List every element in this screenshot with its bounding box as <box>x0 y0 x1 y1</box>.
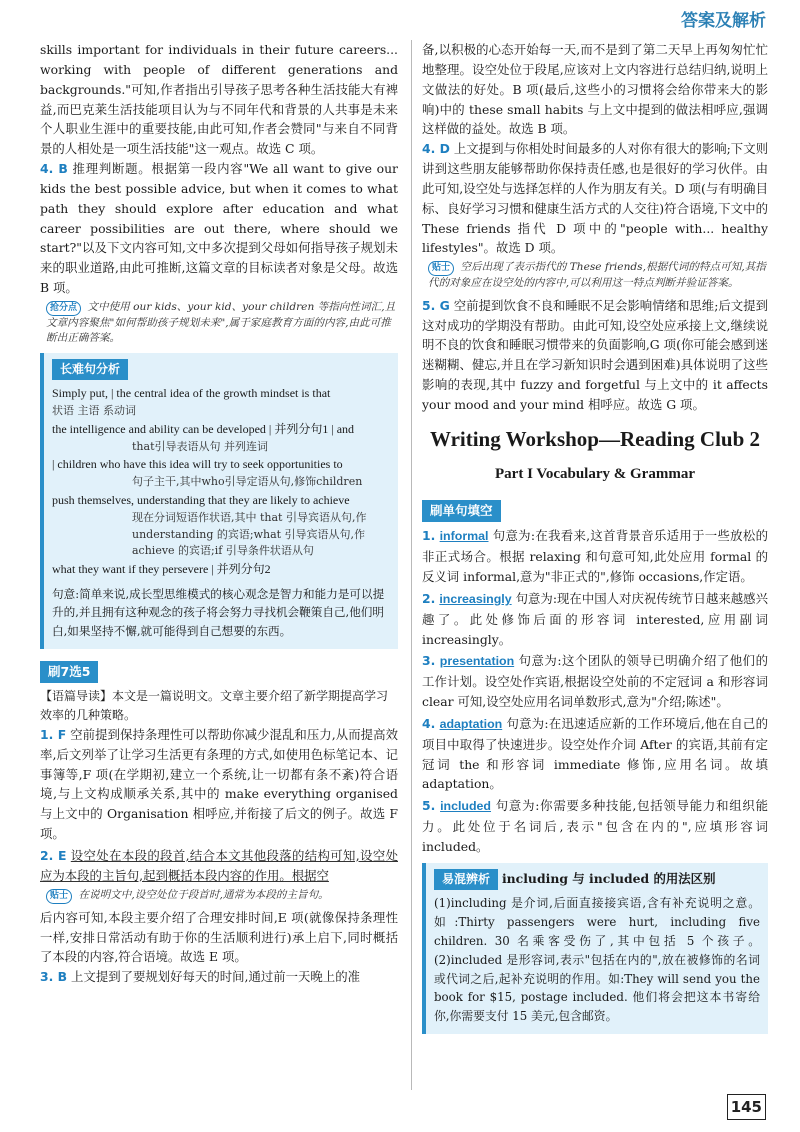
fill-answer: informal <box>439 529 489 544</box>
analysis-labels-2: that引导表语从句 并列连词 <box>132 439 268 453</box>
right-column <box>422 40 768 1040</box>
tip-text: 空后出现了表示指代的 These friends,根据代词的特点可知,其指代的对象应在设空处的内容中,可以利用这一特点判断并验证答案。 <box>428 261 766 290</box>
answer-3-text: 上文提到了要规划好每天的时间,通过前一天晚上的准 <box>71 969 360 985</box>
answer-3-number: 3. B <box>40 969 68 985</box>
fill-number: 3. <box>422 653 436 669</box>
answer-4 <box>40 159 398 298</box>
analysis-line-5: what they want if they persevere | 并列分句2 <box>52 561 271 576</box>
intro-paragraph: skills important for individuals in their future careers... working with people of different generations and backgrounds."可知,作者指出引导孩子思考各种生活技能大有裨益,而巴克莱生活技能项目认为与不同年代和背景的人共事是未来个人职业生涯中的重要技能,由此可知,作者会赞同"与来自不同背景的人相处是一项生活技能"这一观点。故选 C 项。 <box>40 42 398 157</box>
fill-item <box>422 526 768 587</box>
fill-text: 句意为:你需要多种技能,包括领导能力和组织能力。此处位于名词后,表示"包含在内的",应填形容词 included。 <box>422 798 768 854</box>
left-column <box>40 40 398 989</box>
answer-2-text: 设空处在本段的段首,结合本文其他段落的结构可知,设空处应为本段的主旨句,起到概括本段内容的作用。根据空 <box>40 847 398 883</box>
fill-item <box>422 796 768 857</box>
answer-4-tip <box>428 260 768 291</box>
long-sentence-analysis <box>40 353 398 649</box>
section-tag-7-5: 刷7选5 <box>40 661 98 683</box>
answer-1-text: 空前提到保持条理性可以帮助你减少混乱和压力,从而提高效率,后文列举了让学习生活更有条理的方式,如使用色标笔记本、记事簿等,F 项(在学期初,建立一个系统,让一切都有条不紊)符合语境,与上文构成顺承关系,其中的 make everything organised 与上文中的 Organisation 相呼应,并衔接了后文的例子。故选 F 项。 <box>40 726 398 842</box>
analysis-line-4: push themselves, understanding that they are likely to achieve <box>52 492 350 507</box>
answer-5-text: 空前提到饮食不良和睡眠不足会影响情绪和思维;后文提到这对成功的学期没有帮助。由此可知,设空处应承接上文,继续说明不良的饮食和睡眠习惯带来的负面影响,G 项(你可能会感到迷迷糊糊、健忘,并且在学习新知识时会遇到困难)具体说明了这些影响的表现,其中 fuzzy and forgetful 与上文中的 it affects your mood and your mind 相呼应。故选 G 项。 <box>422 297 768 412</box>
fill-text: 句意为:在迅速适应新的工作环境后,他在自己的项目中取得了快速进步。设空处作介词 After 的宾语,其前有定冠词 the 和形容词 immediate 修饰,应用名词。故填 adaptation。 <box>422 715 768 792</box>
analysis-title: 长难句分析 <box>52 359 128 380</box>
answer-5-number: 5. G <box>422 297 450 313</box>
fill-number: 4. <box>422 715 436 731</box>
discourse-guide: 【语篇导读】本文是一篇说明文。文章主要介绍了新学期提高学习效率的几种策略。 <box>40 688 389 722</box>
fill-item <box>422 714 768 794</box>
fill-answer: adaptation <box>439 716 503 731</box>
answer-4-text: 推理判断题。根据第一段内容"We all want to give our kids the best possible advice, but when it comes to what path they should explore after education and what career possibilities are out there, where should we start?"以及下文内容可知,文中多次提到父母如何指导孩子规划未来的职业道路,由此可推断,这篇文章的目标读者对象是父母。故选 B 项。 <box>40 161 398 296</box>
answer-1-number: 1. F <box>40 726 67 742</box>
answer-4-right-text: 上文提到与你相处时间最多的人对你有很大的影响;下文则讲到这些朋友能够帮助你保持责任感,也是很好的学习伙伴。由此可知,设空处与选择怎样的人作为朋友有关。D 项(与有明确目标、良好学习习惯和健康生活方式的人交往)符合语境,下文中的 These friends 指代 D 项中的"people with... healthy lifestyles"。故选 D 项。 <box>422 141 768 256</box>
page-number: 145 <box>727 1094 766 1120</box>
confusion-box <box>422 863 768 1034</box>
fill-number: 1. <box>422 528 436 544</box>
confusion-text: (1)including 是介词,后面直接接宾语,含有补充说明之意。如:Thirty passengers were hurt, including five children. 30 名乘客受伤了,其中包括 5 个孩子。(2)included 是形容词,表示"包括在内的",放在被修饰的名词或代词之后,起补充说明的作用。如:They will send you the book for $15, postage included. 他们将会把这本书寄给你,你需要支付 15 美元,包含邮资。 <box>434 896 760 1024</box>
analysis-labels-4: 现在分词短语作状语,其中 that 引导宾语从句,作 understanding 的宾语;what 引导宾语从句,作 achieve 的宾语;if 引导条件状语从句 <box>132 511 367 558</box>
section-tag-fill: 刷单句填空 <box>422 500 501 522</box>
confusion-title: including 与 included 的用法区别 <box>501 870 716 886</box>
unit-title: Writing Workshop—Reading Club 2 <box>429 426 761 451</box>
answer-3 <box>40 967 398 987</box>
fill-answer: increasingly <box>439 591 512 606</box>
answer-4-number: 4. B <box>40 161 68 177</box>
fill-number: 2. <box>422 590 436 606</box>
answer-2-continued: 后内容可知,本段主要介绍了合理安排时间,E 项(就像保持条理性一样,安排日常活动有助于你的生活顺利进行)承上启下,同时概括了本段的内容,符合语境。故选 E 项。 <box>40 909 398 965</box>
analysis-meaning: 句意:简单来说,成长型思维模式的核心观念是智力和能力是可以提升的,并且拥有这种观念的孩子将会努力寻找机会鞭策自己,他们明白,如果坚持不懈,就可能得到自己想要的东西。 <box>52 586 385 638</box>
scoring-tip <box>46 300 398 347</box>
answer-4-right <box>422 139 768 258</box>
tip-text: 文中使用 our kids、your kid、your children 等指向性词汇,且文章内容聚焦"如何帮助孩子规划未来",属于家庭教育方面的内容,由此可推断出正确答案。 <box>46 300 396 345</box>
page-header-title: 答案及解析 <box>681 11 766 31</box>
analysis-line-2: the intelligence and ability can be developed | 并列分句1 | and <box>52 421 355 436</box>
fill-number: 5. <box>422 798 436 814</box>
analysis-labels-3: 句子主干,其中who引导定语从句,修饰children <box>132 475 363 489</box>
fill-text: 句意为:现在中国人对庆祝传统节日越来越感兴趣了。此处修饰后面的形容词 interested,应用副词 increasingly。 <box>422 590 768 647</box>
fill-item <box>422 589 768 650</box>
tip-badge: 贴士 <box>46 889 72 904</box>
answer-3-continued: 备,以积极的心态开始每一天,而不是到了第二天早上再匆匆忙忙地整理。设空处位于段尾,应该对上文内容进行总结归纳,说明上文做法的好处。B 项(最后,这些小的习惯将会给你带来大的影响)中的 these small habits 与上文中提到的做法相呼应,强调这样做的益处。故选 B 项。 <box>422 42 768 137</box>
tip-badge: 抢分点 <box>46 301 81 316</box>
confusion-tag: 易混辨析 <box>434 869 498 890</box>
fill-text: 句意为:这个团队的领导已明确介绍了他们的工作计划。设空处作宾语,根据设空处前的不定冠词 a 和形容词 clear 可知,设空处应用名词单数形式,意为"介绍;陈述"。 <box>422 653 768 710</box>
fill-answer: presentation <box>439 654 515 669</box>
fill-item <box>422 651 768 712</box>
answer-5 <box>422 296 768 415</box>
analysis-line-1: Simply put, | the central idea of the growth mindset is that <box>52 385 331 400</box>
tip-text: 在说明文中,设空处位于段首时,通常为本段的主旨句。 <box>78 888 329 901</box>
fill-answer: included <box>440 799 492 814</box>
answer-2-tip <box>46 888 398 904</box>
answer-2 <box>40 846 398 886</box>
answer-2-number: 2. E <box>40 847 67 863</box>
column-divider <box>411 40 412 1090</box>
analysis-labels-1: 状语 主语 系动词 <box>52 404 136 418</box>
answer-4-right-number: 4. D <box>422 141 450 157</box>
answer-1 <box>40 725 398 844</box>
part-title: Part I Vocabulary & Grammar <box>495 466 695 483</box>
fill-text: 句意为:在我看来,这首背景音乐适用于一些放松的非正式场合。根据 relaxing 和句意可知,此处应用 formal 的反义词 informal,意为"非正式的",修饰 occasions,作定语。 <box>422 528 768 585</box>
analysis-line-3: | children who have this idea will try to seek opportunities to <box>52 457 343 472</box>
tip-badge: 贴士 <box>428 261 454 276</box>
